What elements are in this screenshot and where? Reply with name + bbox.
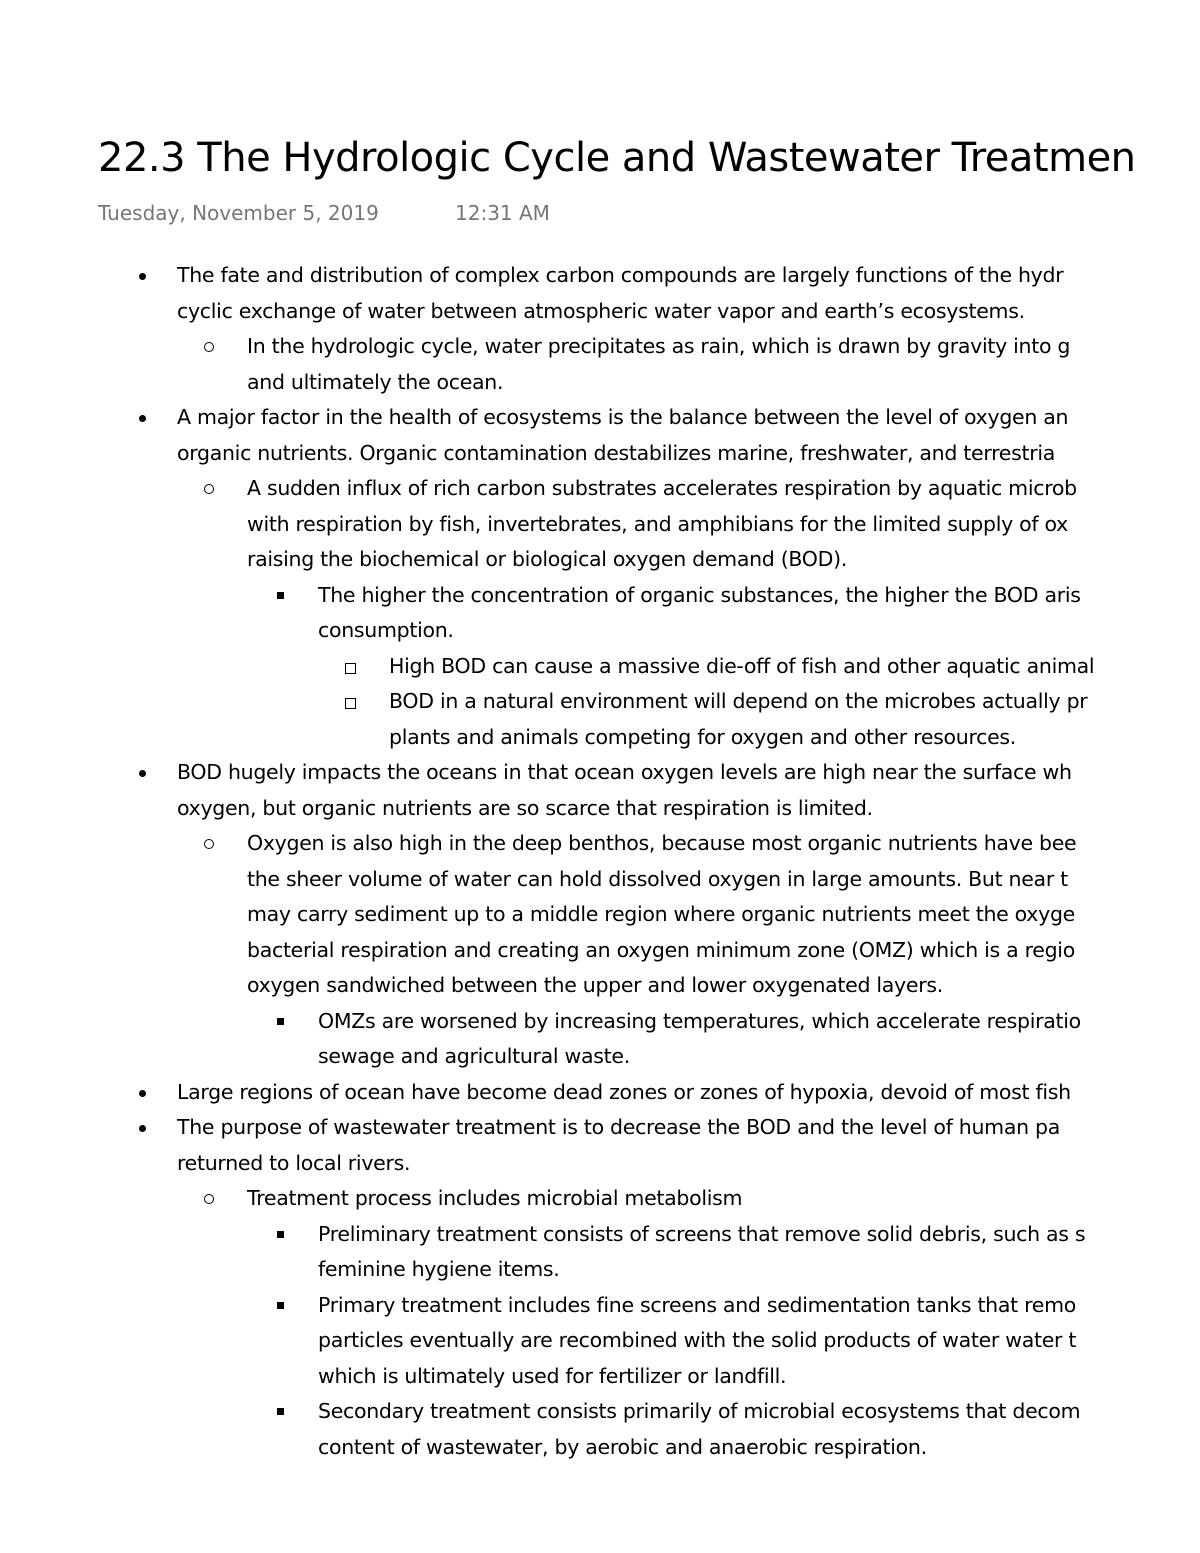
note-line: The purpose of wastewater treatment is to decrease the BOD and the level of human pa (177, 1115, 1060, 1139)
note-line: particles eventually are recombined with the solid products of water water t (318, 1328, 1077, 1352)
ring-bullet-icon (200, 826, 218, 861)
note-line: may carry sediment up to a middle region where organic nutrients meet the oxyge (247, 902, 1075, 926)
note-body (0, 258, 1200, 1459)
note-line: raising the biochemical or biological oxygen demand (BOD). (247, 547, 848, 571)
disc-bullet-icon (133, 1110, 151, 1145)
note-line: bacterial respiration and creating an oxygen minimum zone (OMZ) which is a regio (247, 937, 1075, 962)
note-line: sewage and agricultural waste. (318, 1044, 630, 1068)
square-bullet-icon (273, 1217, 291, 1252)
note-line: The fate and distribution of complex carbon compounds are largely functions of the hydr (177, 263, 1064, 287)
note-line: plants and animals competing for oxygen and other resources. (389, 724, 1017, 749)
disc-bullet-icon (133, 1075, 151, 1110)
disc-bullet-icon (133, 755, 151, 790)
note-line: OMZs are worsened by increasing temperatures, which accelerate respiratio (318, 1008, 1081, 1033)
note-line: and ultimately the ocean. (247, 369, 504, 394)
disc-bullet-icon (133, 400, 151, 435)
note-date: Tuesday, November 5, 2019 (98, 201, 379, 225)
square-bullet-icon (273, 578, 291, 613)
note-line: the sheer volume of water can hold dissolved oxygen in large amounts. But near t (247, 866, 1068, 891)
note-line: Preliminary treatment consists of screens that remove solid debris, such as s (318, 1221, 1086, 1246)
square-bullet-icon (273, 1288, 291, 1323)
note-line: A major factor in the health of ecosystems is the balance between the level of oxygen an (177, 405, 1069, 429)
ring-bullet-icon (200, 329, 218, 364)
note-line: consumption. (318, 618, 454, 642)
note-line: BOD hugely impacts the oceans in that ocean oxygen levels are high near the surface wh (177, 760, 1072, 784)
note-line: A sudden influx of rich carbon substrates accelerates respiration by aquatic microb (247, 476, 1077, 500)
note-line: which is ultimately used for fertilizer or landfill. (318, 1363, 787, 1388)
note-line: feminine hygiene items. (318, 1257, 560, 1281)
ring-bullet-icon (200, 1181, 218, 1216)
disc-bullet-icon (133, 258, 151, 293)
note-line: BOD in a natural environment will depend on the microbes actually pr (389, 689, 1088, 713)
note-line: organic nutrients. Organic contamination destabilizes marine, freshwater, and terrestria (177, 440, 1056, 465)
note-line: High BOD can cause a massive die-off of fish and other aquatic animal (389, 653, 1095, 678)
note-line: The higher the concentration of organic substances, the higher the BOD aris (318, 582, 1081, 607)
note-line: Secondary treatment consists primarily of microbial ecosystems that decom (318, 1399, 1081, 1423)
ring-bullet-icon (200, 471, 218, 506)
note-line: In the hydrologic cycle, water precipitates as rain, which is drawn by gravity into g (247, 334, 1071, 358)
note-line: content of wastewater, by aerobic and anaerobic respiration. (318, 1434, 927, 1459)
note-line: Large regions of ocean have become dead zones or zones of hypoxia, devoid of most fish (177, 1079, 1071, 1104)
note-line: oxygen sandwiched between the upper and lower oxygenated layers. (247, 973, 943, 997)
note-line: with respiration by fish, invertebrates, and amphibians for the limited supply of ox (247, 511, 1068, 536)
box-bullet-icon (342, 684, 360, 719)
note-line: returned to local rivers. (177, 1150, 411, 1175)
square-bullet-icon (273, 1004, 291, 1039)
page-title: 22.3 The Hydrologic Cycle and Wastewater Treatmen (98, 135, 1136, 181)
square-bullet-icon (273, 1394, 291, 1429)
note-line: Oxygen is also high in the deep benthos, because most organic nutrients have bee (247, 831, 1077, 855)
note-time: 12:31 AM (455, 201, 550, 225)
note-line: Primary treatment includes fine screens and sedimentation tanks that remo (318, 1292, 1076, 1317)
box-bullet-icon (342, 649, 360, 684)
note-line: cyclic exchange of water between atmospheric water vapor and earth’s ecosystems. (177, 298, 1025, 323)
note-line: oxygen, but organic nutrients are so scarce that respiration is limited. (177, 795, 873, 820)
note-line: Treatment process includes microbial metabolism (247, 1186, 743, 1210)
